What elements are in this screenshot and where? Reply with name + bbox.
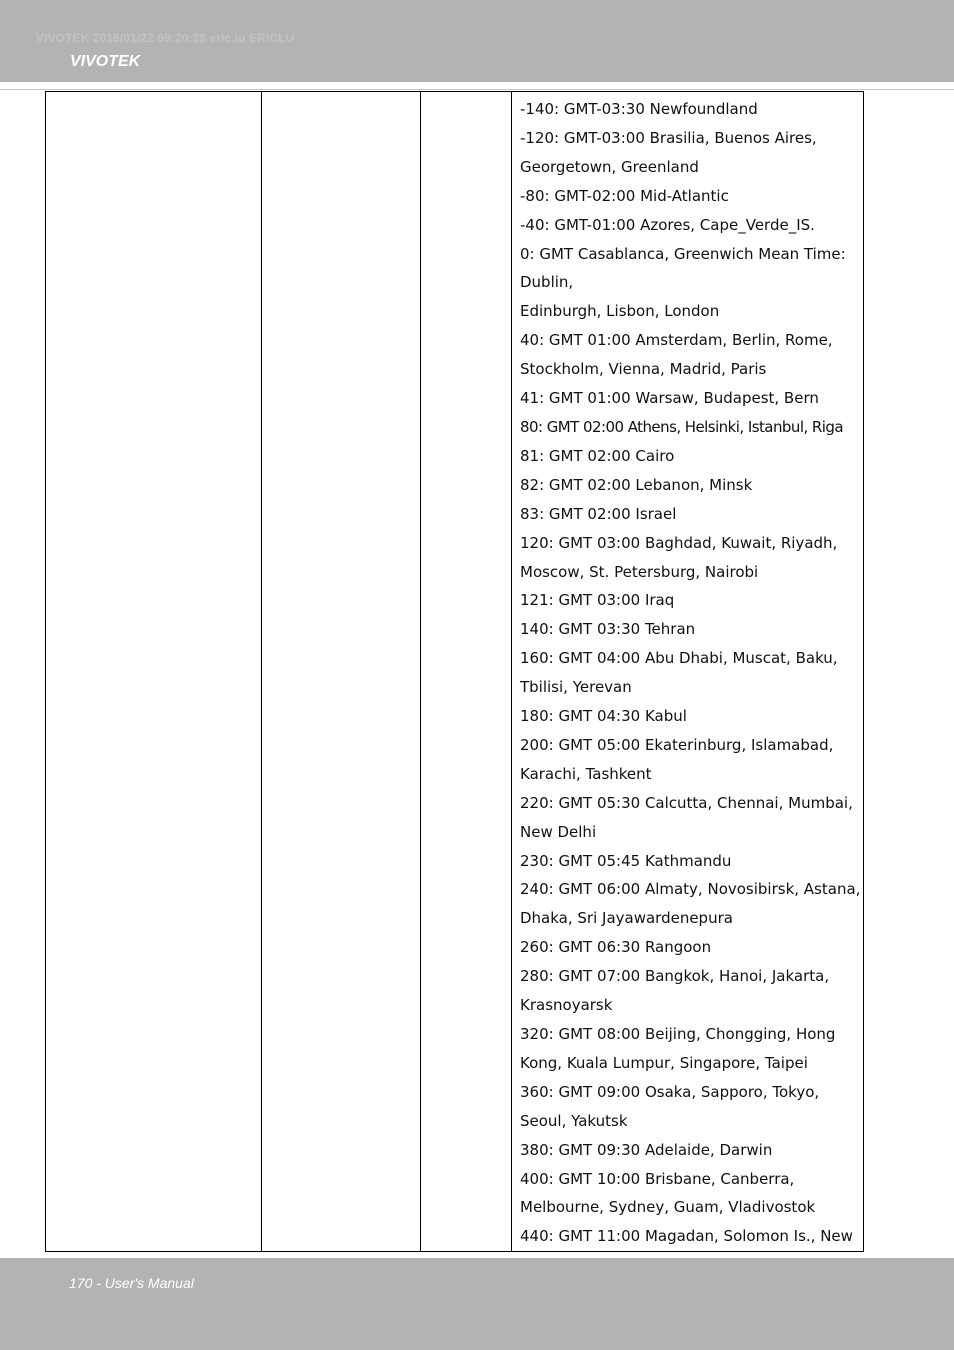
timezone-line: 81: GMT 02:00 Cairo bbox=[520, 446, 675, 465]
timezone-line: 120: GMT 03:00 Baghdad, Kuwait, Riyadh, bbox=[520, 533, 838, 552]
timezone-line: 380: GMT 09:30 Adelaide, Darwin bbox=[520, 1140, 773, 1159]
table-cell-parameter bbox=[262, 92, 421, 1252]
timezone-line: Moscow, St. Petersburg, Nairobi bbox=[520, 562, 759, 581]
timezone-line: 83: GMT 02:00 Israel bbox=[520, 504, 677, 523]
timezone-line: 180: GMT 04:30 Kabul bbox=[520, 707, 687, 726]
timezone-line: 0: GMT Casablanca, Greenwich Mean Time: bbox=[520, 244, 846, 263]
timezone-line: 260: GMT 06:30 Rangoon bbox=[520, 938, 712, 957]
timezone-line: New Delhi bbox=[520, 822, 597, 841]
timezone-line: 160: GMT 04:00 Abu Dhabi, Muscat, Baku, bbox=[520, 649, 838, 668]
timezone-line: 82: GMT 02:00 Lebanon, Minsk bbox=[520, 475, 753, 494]
timezone-line: -120: GMT-03:00 Brasilia, Buenos Aires, bbox=[520, 128, 817, 147]
timezone-line: Karachi, Tashkent bbox=[520, 764, 652, 783]
timezone-line: Melbourne, Sydney, Guam, Vladivostok bbox=[520, 1198, 816, 1217]
page-footer bbox=[0, 1258, 954, 1350]
timezone-line: 200: GMT 05:00 Ekaterinburg, Islamabad, bbox=[520, 735, 834, 754]
table-cell-description bbox=[512, 92, 864, 1252]
print-watermark: VIVOTEK 2016/01/22 09:20:28 eric.lu ERICLU bbox=[36, 31, 295, 45]
timezone-line: 220: GMT 05:30 Calcutta, Chennai, Mumbai, bbox=[520, 793, 853, 812]
timezone-line: 40: GMT 01:00 Amsterdam, Berlin, Rome, bbox=[520, 331, 833, 350]
timezone-line: Dhaka, Sri Jayawardenepura bbox=[520, 909, 733, 928]
timezone-line: Edinburgh, Lisbon, London bbox=[520, 302, 720, 321]
table-cell-group bbox=[46, 92, 262, 1252]
timezone-line: Kong, Kuala Lumpur, Singapore, Taipei bbox=[520, 1053, 808, 1072]
timezone-line: Georgetown, Greenland bbox=[520, 157, 699, 176]
timezone-line: 280: GMT 07:00 Bangkok, Hanoi, Jakarta, bbox=[520, 967, 830, 986]
timezone-line: Stockholm, Vienna, Madrid, Paris bbox=[520, 360, 767, 379]
timezone-list bbox=[512, 92, 863, 1251]
table-cell-value bbox=[421, 92, 512, 1252]
brand-logo-text: VIVOTEK bbox=[70, 53, 141, 70]
timezone-line: 440: GMT 11:00 Magadan, Solomon Is., New bbox=[520, 1227, 853, 1246]
timezone-line: Seoul, Yakutsk bbox=[520, 1111, 628, 1130]
timezone-line: 140: GMT 03:30 Tehran bbox=[520, 620, 696, 639]
timezone-line: -40: GMT-01:00 Azores, Cape_Verde_IS. bbox=[520, 215, 815, 234]
page-header bbox=[0, 0, 954, 82]
timezone-line: -140: GMT-03:30 Newfoundland bbox=[520, 100, 758, 118]
spec-table bbox=[45, 91, 864, 1252]
timezone-line: 400: GMT 10:00 Brisbane, Canberra, bbox=[520, 1169, 795, 1188]
timezone-line: 360: GMT 09:00 Osaka, Sapporo, Tokyo, bbox=[520, 1082, 820, 1101]
timezone-line: 240: GMT 06:00 Almaty, Novosibirsk, Astana, bbox=[520, 880, 861, 899]
timezone-line: 121: GMT 03:00 Iraq bbox=[520, 591, 675, 610]
timezone-line: 41: GMT 01:00 Warsaw, Budapest, Bern bbox=[520, 389, 819, 408]
timezone-line: Dublin, bbox=[520, 273, 574, 292]
timezone-line: Tbilisi, Yerevan bbox=[520, 678, 632, 697]
header-divider bbox=[0, 89, 954, 90]
table-row bbox=[46, 92, 864, 1252]
timezone-line: 80: GMT 02:00 Athens, Helsinki, Istanbul, Riga bbox=[520, 417, 843, 436]
timezone-line: 230: GMT 05:45 Kathmandu bbox=[520, 851, 732, 870]
page-number-label: 170 - User's Manual bbox=[69, 1275, 194, 1291]
timezone-line: -80: GMT-02:00 Mid-Atlantic bbox=[520, 186, 729, 205]
timezone-line: Krasnoyarsk bbox=[520, 996, 613, 1015]
timezone-line: 320: GMT 08:00 Beijing, Chongging, Hong bbox=[520, 1025, 836, 1043]
